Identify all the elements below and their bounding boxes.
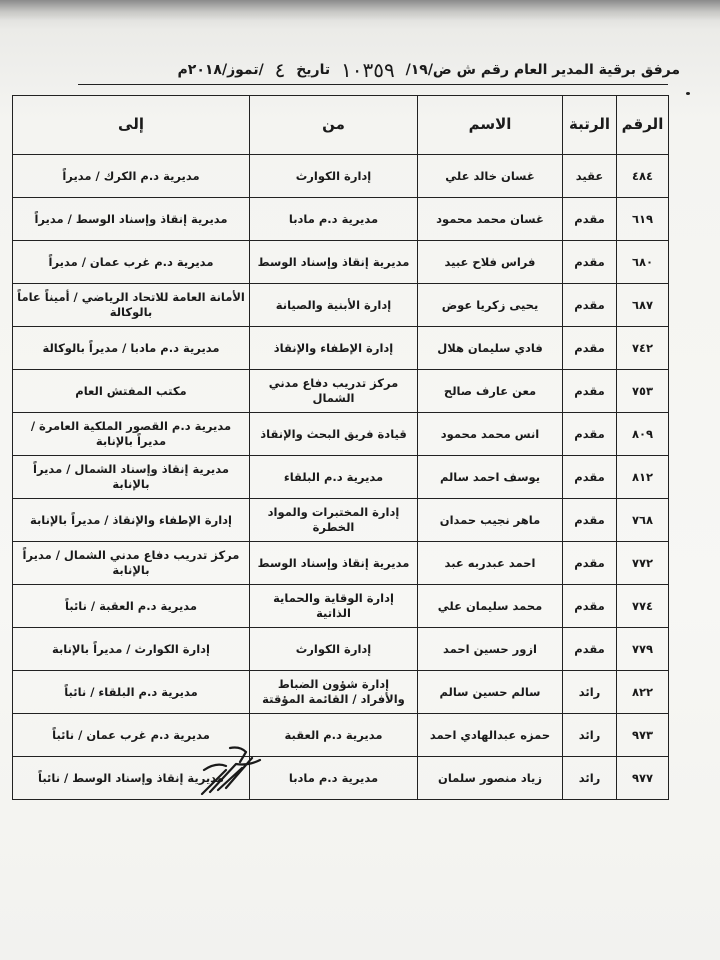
cell-number: ٩٧٧ [617,757,669,800]
cell-to: الأمانة العامة للاتحاد الرياضي / أميناً عاماً بالوكالة [13,284,250,327]
cell-rank: مقدم [563,499,617,542]
cell-rank: رائد [563,714,617,757]
cell-to: مديرية د.م غرب عمان / نائباً [13,714,250,757]
cell-name: غسان محمد محمود [418,198,563,241]
column-header-to: إلى [13,96,250,155]
cell-from: مديرية د.م مادبا [250,198,418,241]
cell-rank: مقدم [563,327,617,370]
cell-from: مديرية إنقاذ وإسناد الوسط [250,241,418,284]
table-row [13,284,669,327]
cell-from: إدارة الأبنية والصيانة [250,284,418,327]
column-header-from: من [250,96,418,155]
table-row [13,714,669,757]
table-row [13,671,669,714]
cell-name: غسان خالد علي [418,155,563,198]
header-underline [78,84,668,85]
cell-to: مكتب المفتش العام [13,370,250,413]
cell-number: ٧٧٢ [617,542,669,585]
column-header-number: الرقم [617,96,669,155]
table-body [13,155,669,800]
table-row [13,456,669,499]
cell-from: إدارة الإطفاء والإنقاذ [250,327,418,370]
cell-from: إدارة الكوارث [250,628,418,671]
cell-rank: مقدم [563,456,617,499]
cell-to: مديرية د.م القصور الملكية العامرة / مديراً بالإنابة [13,413,250,456]
cell-from: مركز تدريب دفاع مدني الشمال [250,370,418,413]
table-row [13,155,669,198]
handwritten-signature [196,740,266,800]
table-row [13,542,669,585]
cell-rank: مقدم [563,241,617,284]
cell-name: معن عارف صالح [418,370,563,413]
date-day: ٤ [274,58,286,82]
cell-rank: مقدم [563,542,617,585]
cell-number: ٩٧٣ [617,714,669,757]
column-header-name: الاسم [418,96,563,155]
cell-to: مديرية د.م العقبة / نائباً [13,585,250,628]
document-header [60,58,680,82]
cell-rank: مقدم [563,628,617,671]
table-row [13,413,669,456]
cell-number: ٧٧٤ [617,585,669,628]
cell-from: مديرية د.م البلقاء [250,456,418,499]
cell-rank: مقدم [563,585,617,628]
cell-from: مديرية إنقاذ وإسناد الوسط [250,542,418,585]
cell-to: مديرية إنقاذ وإسناد الوسط / مديراً [13,198,250,241]
cell-to: مديرية د.م الكرك / مديراً [13,155,250,198]
cell-from: إدارة شؤون الضباط والأفراد / القائمة المؤقتة [250,671,418,714]
table-row [13,370,669,413]
cell-rank: مقدم [563,413,617,456]
cell-number: ٧٥٣ [617,370,669,413]
date-label: تاريخ [296,62,331,78]
cell-rank: رائد [563,671,617,714]
cell-rank: عقيد [563,155,617,198]
table-row [13,327,669,370]
column-header-rank: الرتبة [563,96,617,155]
table-row [13,499,669,542]
cell-to: مركز تدريب دفاع مدني الشمال / مديراً بالإنابة [13,542,250,585]
reference-number: ١٠٣٥٩ [341,58,395,82]
cell-name: احمد عبدربه عبد [418,542,563,585]
cell-to: إدارة الإطفاء والإنقاذ / مديراً بالإنابة [13,499,250,542]
table-row [13,585,669,628]
cell-number: ٦١٩ [617,198,669,241]
cell-name: سالم حسين سالم [418,671,563,714]
cell-number: ٧٤٢ [617,327,669,370]
cell-from: إدارة الكوارث [250,155,418,198]
cell-number: ٧٧٩ [617,628,669,671]
cell-to: مديرية د.م غرب عمان / مديراً [13,241,250,284]
cell-name: محمد سليمان علي [418,585,563,628]
cell-rank: مقدم [563,284,617,327]
cell-number: ٦٨٧ [617,284,669,327]
cell-name: فراس فلاح عبيد [418,241,563,284]
attachment-label: مرفق برقية المدير العام رقم ش ض/١٩/ [405,62,680,78]
cell-rank: مقدم [563,370,617,413]
paper-edge-shadow [0,0,720,20]
table-row [13,757,669,800]
cell-name: حمزه عبدالهادي احمد [418,714,563,757]
table-row [13,628,669,671]
table-row [13,241,669,284]
cell-from: إدارة المختبرات والمواد الخطرة [250,499,418,542]
cell-to: مديرية د.م البلقاء / نائباً [13,671,250,714]
cell-number: ٤٨٤ [617,155,669,198]
cell-to: مديرية د.م مادبا / مديراً بالوكالة [13,327,250,370]
cell-name: يحيى زكريا عوض [418,284,563,327]
cell-name: يوسف احمد سالم [418,456,563,499]
cell-number: ٨١٢ [617,456,669,499]
table-header-row [13,96,669,155]
cell-from: إدارة الوقاية والحماية الذاتية [250,585,418,628]
cell-rank: مقدم [563,198,617,241]
cell-name: انس محمد محمود [418,413,563,456]
margin-dot [686,92,690,95]
cell-from: مديرية د.م مادبا [250,757,418,800]
cell-number: ٦٨٠ [617,241,669,284]
table-row [13,198,669,241]
cell-name: زياد منصور سلمان [418,757,563,800]
cell-number: ٨٠٩ [617,413,669,456]
cell-from: مديرية د.م العقبة [250,714,418,757]
cell-to: مديرية إنقاذ وإسناد الوسط / نائباً [13,757,250,800]
cell-number: ٧٦٨ [617,499,669,542]
cell-to: مديرية إنقاذ وإسناد الشمال / مديراً بالإنابة [13,456,250,499]
cell-rank: رائد [563,757,617,800]
cell-name: ازور حسين احمد [418,628,563,671]
cell-to: إدارة الكوارث / مديراً بالإنابة [13,628,250,671]
cell-from: قيادة فريق البحث والإنقاذ [250,413,418,456]
cell-number: ٨٢٢ [617,671,669,714]
cell-name: ماهر نجيب حمدان [418,499,563,542]
date-month-year: /تموز/٢٠١٨م [177,62,264,78]
transfer-table [12,95,669,800]
cell-name: فادي سليمان هلال [418,327,563,370]
